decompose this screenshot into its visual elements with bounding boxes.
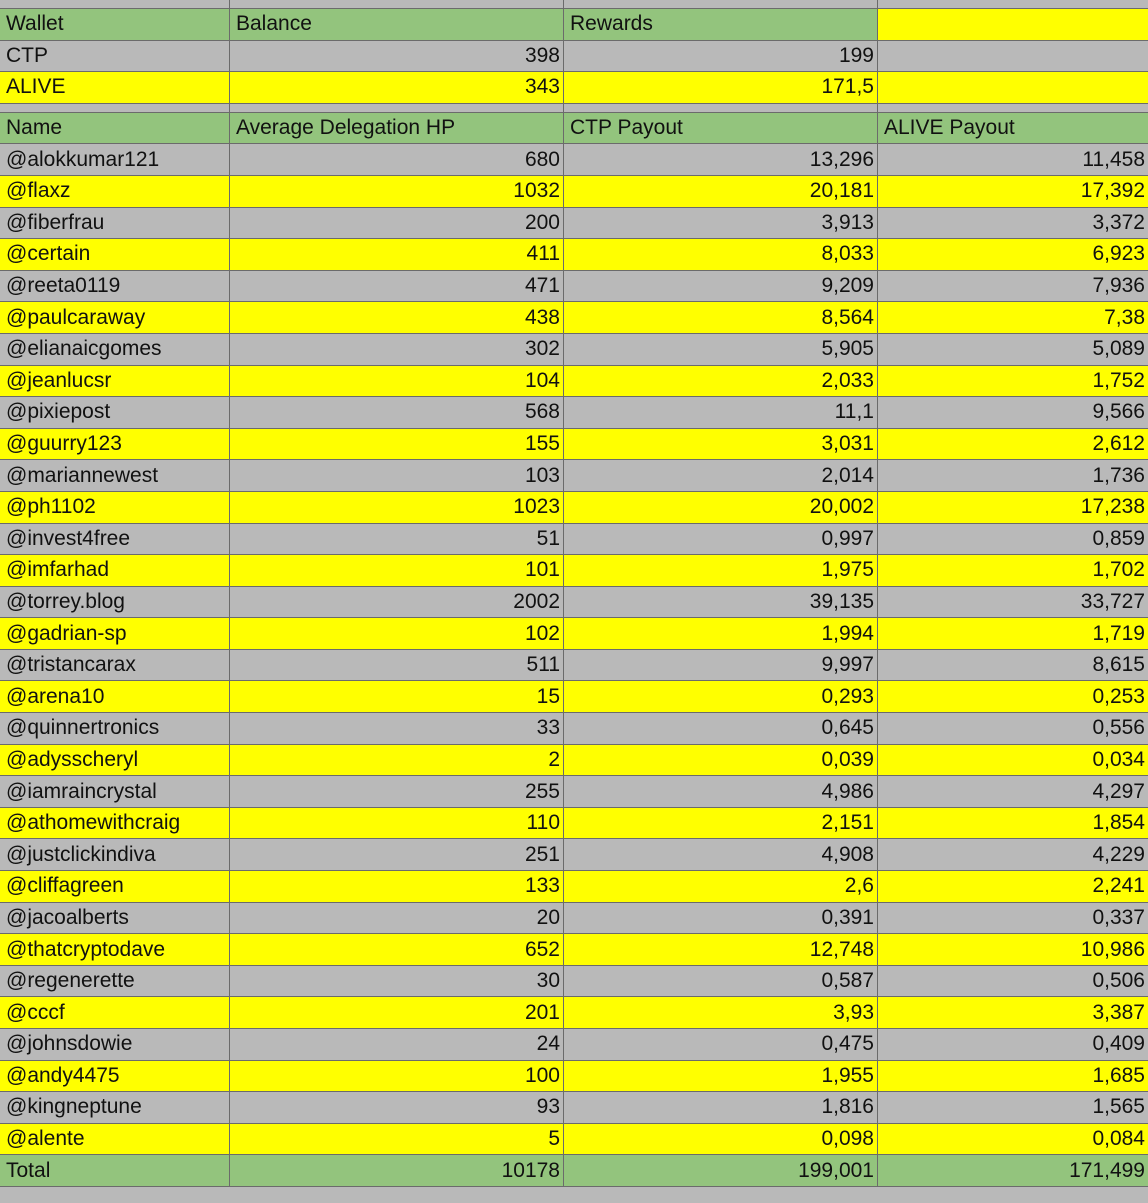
ctp-payout-cell[interactable]: 3,031	[564, 429, 878, 460]
name-cell[interactable]: @certain	[0, 239, 230, 270]
alive-payout-cell[interactable]: 1,702	[878, 555, 1148, 586]
ctp-payout-cell[interactable]: 4,908	[564, 839, 878, 870]
avg-hp-cell[interactable]: 255	[230, 776, 564, 807]
name-cell[interactable]: @adysscheryl	[0, 745, 230, 776]
avg-hp-cell[interactable]: 102	[230, 618, 564, 649]
name-cell[interactable]: @cccf	[0, 997, 230, 1028]
cell[interactable]	[230, 104, 564, 112]
alive-payout-cell[interactable]: 0,409	[878, 1029, 1148, 1060]
cell[interactable]	[0, 0, 230, 8]
avg-hp-cell[interactable]: 438	[230, 302, 564, 333]
alive-payout-cell[interactable]: 10,986	[878, 934, 1148, 965]
alive-payout-cell[interactable]: 3,387	[878, 997, 1148, 1028]
avg-hp-cell[interactable]: 2002	[230, 587, 564, 618]
avg-hp-cell[interactable]: 5	[230, 1124, 564, 1155]
avg-hp-cell[interactable]: 1032	[230, 176, 564, 207]
alive-payout-cell[interactable]: 1,752	[878, 366, 1148, 397]
name-cell[interactable]: @alokkumar121	[0, 144, 230, 175]
avg-hp-cell[interactable]: 471	[230, 271, 564, 302]
cropped-top-row	[0, 0, 1148, 9]
wallet-header-row	[0, 9, 1148, 41]
payout-row	[0, 808, 1148, 840]
wallet-balance-cell[interactable]: 343	[230, 72, 564, 103]
alive-payout-cell[interactable]: 2,612	[878, 429, 1148, 460]
name-cell[interactable]: @alente	[0, 1124, 230, 1155]
alive-payout-cell[interactable]: 6,923	[878, 239, 1148, 270]
name-cell[interactable]: @imfarhad	[0, 555, 230, 586]
payout-row	[0, 208, 1148, 240]
avg-hp-cell[interactable]: 110	[230, 808, 564, 839]
name-cell[interactable]: @kingneptune	[0, 1092, 230, 1123]
ctp-payout-cell[interactable]: 0,997	[564, 524, 878, 555]
avg-hp-cell[interactable]: 133	[230, 871, 564, 902]
payout-row	[0, 302, 1148, 334]
alive-payout-cell[interactable]: 33,727	[878, 587, 1148, 618]
payout-row	[0, 871, 1148, 903]
avg-hp-cell[interactable]: 15	[230, 681, 564, 712]
ctp-payout-cell[interactable]: 1,975	[564, 555, 878, 586]
payout-row	[0, 618, 1148, 650]
header-cell-balance[interactable]: Balance	[230, 9, 564, 40]
header-cell-avg-hp[interactable]: Average Delegation HP	[230, 113, 564, 144]
ctp-payout-cell[interactable]: 2,014	[564, 460, 878, 491]
ctp-payout-cell[interactable]: 5,905	[564, 334, 878, 365]
alive-payout-cell[interactable]: 2,241	[878, 871, 1148, 902]
alive-payout-cell[interactable]: 8,615	[878, 650, 1148, 681]
ctp-payout-cell[interactable]: 2,6	[564, 871, 878, 902]
avg-hp-cell[interactable]: 155	[230, 429, 564, 460]
payout-row	[0, 681, 1148, 713]
total-alive-cell[interactable]: 171,499	[878, 1155, 1148, 1186]
payout-row	[0, 997, 1148, 1029]
ctp-payout-cell[interactable]: 9,209	[564, 271, 878, 302]
name-cell[interactable]: @pixiepost	[0, 397, 230, 428]
payout-row	[0, 334, 1148, 366]
ctp-payout-cell[interactable]: 1,955	[564, 1061, 878, 1092]
payout-row	[0, 1029, 1148, 1061]
payout-row	[0, 239, 1148, 271]
payout-row	[0, 934, 1148, 966]
ctp-payout-cell[interactable]: 3,913	[564, 208, 878, 239]
wallet-row-alive	[0, 72, 1148, 104]
spacer-row	[0, 104, 1148, 113]
payout-row	[0, 1061, 1148, 1093]
ctp-payout-cell[interactable]: 0,587	[564, 966, 878, 997]
avg-hp-cell[interactable]: 511	[230, 650, 564, 681]
payout-row	[0, 1124, 1148, 1156]
ctp-payout-cell[interactable]: 20,181	[564, 176, 878, 207]
name-cell[interactable]: @iamraincrystal	[0, 776, 230, 807]
name-cell[interactable]: @mariannewest	[0, 460, 230, 491]
payout-row	[0, 555, 1148, 587]
ctp-payout-cell[interactable]: 12,748	[564, 934, 878, 965]
name-cell[interactable]: @torrey.blog	[0, 587, 230, 618]
name-cell[interactable]: @cliffagreen	[0, 871, 230, 902]
avg-hp-cell[interactable]: 680	[230, 144, 564, 175]
avg-hp-cell[interactable]: 93	[230, 1092, 564, 1123]
alive-payout-cell[interactable]: 0,034	[878, 745, 1148, 776]
cell[interactable]	[0, 104, 230, 112]
wallet-rewards-cell[interactable]: 199	[564, 41, 878, 72]
empty-cell[interactable]	[878, 41, 1148, 72]
alive-payout-cell[interactable]: 7,936	[878, 271, 1148, 302]
alive-payout-cell[interactable]: 0,084	[878, 1124, 1148, 1155]
ctp-payout-cell[interactable]: 20,002	[564, 492, 878, 523]
ctp-payout-cell[interactable]: 2,033	[564, 366, 878, 397]
ctp-payout-cell[interactable]: 0,475	[564, 1029, 878, 1060]
name-cell[interactable]: @elianaicgomes	[0, 334, 230, 365]
alive-payout-cell[interactable]: 11,458	[878, 144, 1148, 175]
ctp-payout-cell[interactable]: 39,135	[564, 587, 878, 618]
alive-payout-cell[interactable]: 0,506	[878, 966, 1148, 997]
name-cell[interactable]: @flaxz	[0, 176, 230, 207]
avg-hp-cell[interactable]: 251	[230, 839, 564, 870]
avg-hp-cell[interactable]: 302	[230, 334, 564, 365]
name-cell[interactable]: @jacoalberts	[0, 903, 230, 934]
name-cell[interactable]: @regenerette	[0, 966, 230, 997]
avg-hp-cell[interactable]: 103	[230, 460, 564, 491]
alive-payout-cell[interactable]: 1,685	[878, 1061, 1148, 1092]
ctp-payout-cell[interactable]: 8,564	[564, 302, 878, 333]
ctp-payout-cell[interactable]: 11,1	[564, 397, 878, 428]
name-cell[interactable]: @jeanlucsr	[0, 366, 230, 397]
avg-hp-cell[interactable]: 30	[230, 966, 564, 997]
alive-payout-cell[interactable]: 0,556	[878, 713, 1148, 744]
payout-row	[0, 524, 1148, 556]
avg-hp-cell[interactable]: 104	[230, 366, 564, 397]
avg-hp-cell[interactable]: 1023	[230, 492, 564, 523]
wallet-rewards-cell[interactable]: 171,5	[564, 72, 878, 103]
alive-payout-cell[interactable]: 7,38	[878, 302, 1148, 333]
payout-row	[0, 144, 1148, 176]
alive-payout-cell[interactable]: 0,253	[878, 681, 1148, 712]
name-cell[interactable]: @invest4free	[0, 524, 230, 555]
name-cell[interactable]: @quinnertronics	[0, 713, 230, 744]
wallet-row-ctp	[0, 41, 1148, 73]
total-ctp-cell[interactable]: 199,001	[564, 1155, 878, 1186]
cell[interactable]	[564, 0, 878, 8]
alive-payout-cell[interactable]: 4,229	[878, 839, 1148, 870]
name-cell[interactable]: @arena10	[0, 681, 230, 712]
ctp-payout-cell[interactable]: 1,994	[564, 618, 878, 649]
payout-row	[0, 492, 1148, 524]
name-cell[interactable]: @thatcryptodave	[0, 934, 230, 965]
alive-payout-cell[interactable]: 17,392	[878, 176, 1148, 207]
empty-cell[interactable]	[878, 72, 1148, 103]
payout-header-row	[0, 113, 1148, 145]
cell[interactable]	[878, 0, 1148, 8]
avg-hp-cell[interactable]: 51	[230, 524, 564, 555]
payout-row	[0, 271, 1148, 303]
ctp-payout-cell[interactable]: 0,645	[564, 713, 878, 744]
wallet-balance-cell[interactable]: 398	[230, 41, 564, 72]
name-cell[interactable]: @gadrian-sp	[0, 618, 230, 649]
ctp-payout-cell[interactable]: 9,997	[564, 650, 878, 681]
name-cell[interactable]: @reeta0119	[0, 271, 230, 302]
alive-payout-cell[interactable]: 1,565	[878, 1092, 1148, 1123]
alive-payout-cell[interactable]: 9,566	[878, 397, 1148, 428]
avg-hp-cell[interactable]: 2	[230, 745, 564, 776]
name-cell[interactable]: @fiberfrau	[0, 208, 230, 239]
avg-hp-cell[interactable]: 100	[230, 1061, 564, 1092]
avg-hp-cell[interactable]: 568	[230, 397, 564, 428]
payout-row	[0, 839, 1148, 871]
ctp-payout-cell[interactable]: 1,816	[564, 1092, 878, 1123]
payout-row	[0, 1092, 1148, 1124]
avg-hp-cell[interactable]: 200	[230, 208, 564, 239]
total-label-cell[interactable]: Total	[0, 1155, 230, 1186]
name-cell[interactable]: @guurry123	[0, 429, 230, 460]
name-cell[interactable]: @ph1102	[0, 492, 230, 523]
avg-hp-cell[interactable]: 411	[230, 239, 564, 270]
header-cell-empty[interactable]	[878, 9, 1148, 40]
total-row	[0, 1155, 1148, 1187]
avg-hp-cell[interactable]: 33	[230, 713, 564, 744]
cell[interactable]	[230, 0, 564, 8]
alive-payout-cell[interactable]: 5,089	[878, 334, 1148, 365]
name-cell[interactable]: @tristancarax	[0, 650, 230, 681]
ctp-payout-cell[interactable]: 0,293	[564, 681, 878, 712]
alive-payout-cell[interactable]: 3,372	[878, 208, 1148, 239]
avg-hp-cell[interactable]: 20	[230, 903, 564, 934]
header-cell-ctp-payout[interactable]: CTP Payout	[564, 113, 878, 144]
payout-row	[0, 966, 1148, 998]
ctp-payout-cell[interactable]: 0,098	[564, 1124, 878, 1155]
ctp-payout-cell[interactable]: 2,151	[564, 808, 878, 839]
header-cell-rewards[interactable]: Rewards	[564, 9, 878, 40]
payout-row	[0, 460, 1148, 492]
name-cell[interactable]: @paulcaraway	[0, 302, 230, 333]
ctp-payout-cell[interactable]: 3,93	[564, 997, 878, 1028]
alive-payout-cell[interactable]: 1,736	[878, 460, 1148, 491]
alive-payout-cell[interactable]: 1,854	[878, 808, 1148, 839]
header-cell-alive-payout[interactable]: ALIVE Payout	[878, 113, 1148, 144]
ctp-payout-cell[interactable]: 0,391	[564, 903, 878, 934]
alive-payout-cell[interactable]: 4,297	[878, 776, 1148, 807]
alive-payout-cell[interactable]: 0,859	[878, 524, 1148, 555]
name-cell[interactable]: @johnsdowie	[0, 1029, 230, 1060]
ctp-payout-cell[interactable]: 4,986	[564, 776, 878, 807]
payout-row	[0, 903, 1148, 935]
alive-payout-cell[interactable]: 17,238	[878, 492, 1148, 523]
ctp-payout-cell[interactable]: 8,033	[564, 239, 878, 270]
alive-payout-cell[interactable]: 1,719	[878, 618, 1148, 649]
avg-hp-cell[interactable]: 24	[230, 1029, 564, 1060]
name-cell[interactable]: @justclickindiva	[0, 839, 230, 870]
payout-row	[0, 397, 1148, 429]
cell[interactable]	[564, 104, 878, 112]
avg-hp-cell[interactable]: 201	[230, 997, 564, 1028]
payout-row	[0, 745, 1148, 777]
header-cell-wallet[interactable]: Wallet	[0, 9, 230, 40]
avg-hp-cell[interactable]: 652	[230, 934, 564, 965]
payout-row	[0, 429, 1148, 461]
payout-row	[0, 176, 1148, 208]
alive-payout-cell[interactable]: 0,337	[878, 903, 1148, 934]
wallet-name-cell[interactable]: CTP	[0, 41, 230, 72]
payout-rows	[0, 144, 1148, 1155]
ctp-payout-cell[interactable]: 0,039	[564, 745, 878, 776]
wallet-name-cell[interactable]: ALIVE	[0, 72, 230, 103]
cell[interactable]	[878, 104, 1148, 112]
name-cell[interactable]: @andy4475	[0, 1061, 230, 1092]
payout-row	[0, 366, 1148, 398]
header-cell-name[interactable]: Name	[0, 113, 230, 144]
ctp-payout-cell[interactable]: 13,296	[564, 144, 878, 175]
payout-row	[0, 650, 1148, 682]
avg-hp-cell[interactable]: 101	[230, 555, 564, 586]
payout-row	[0, 587, 1148, 619]
payout-row	[0, 713, 1148, 745]
payout-row	[0, 776, 1148, 808]
total-hp-cell[interactable]: 10178	[230, 1155, 564, 1186]
name-cell[interactable]: @athomewithcraig	[0, 808, 230, 839]
